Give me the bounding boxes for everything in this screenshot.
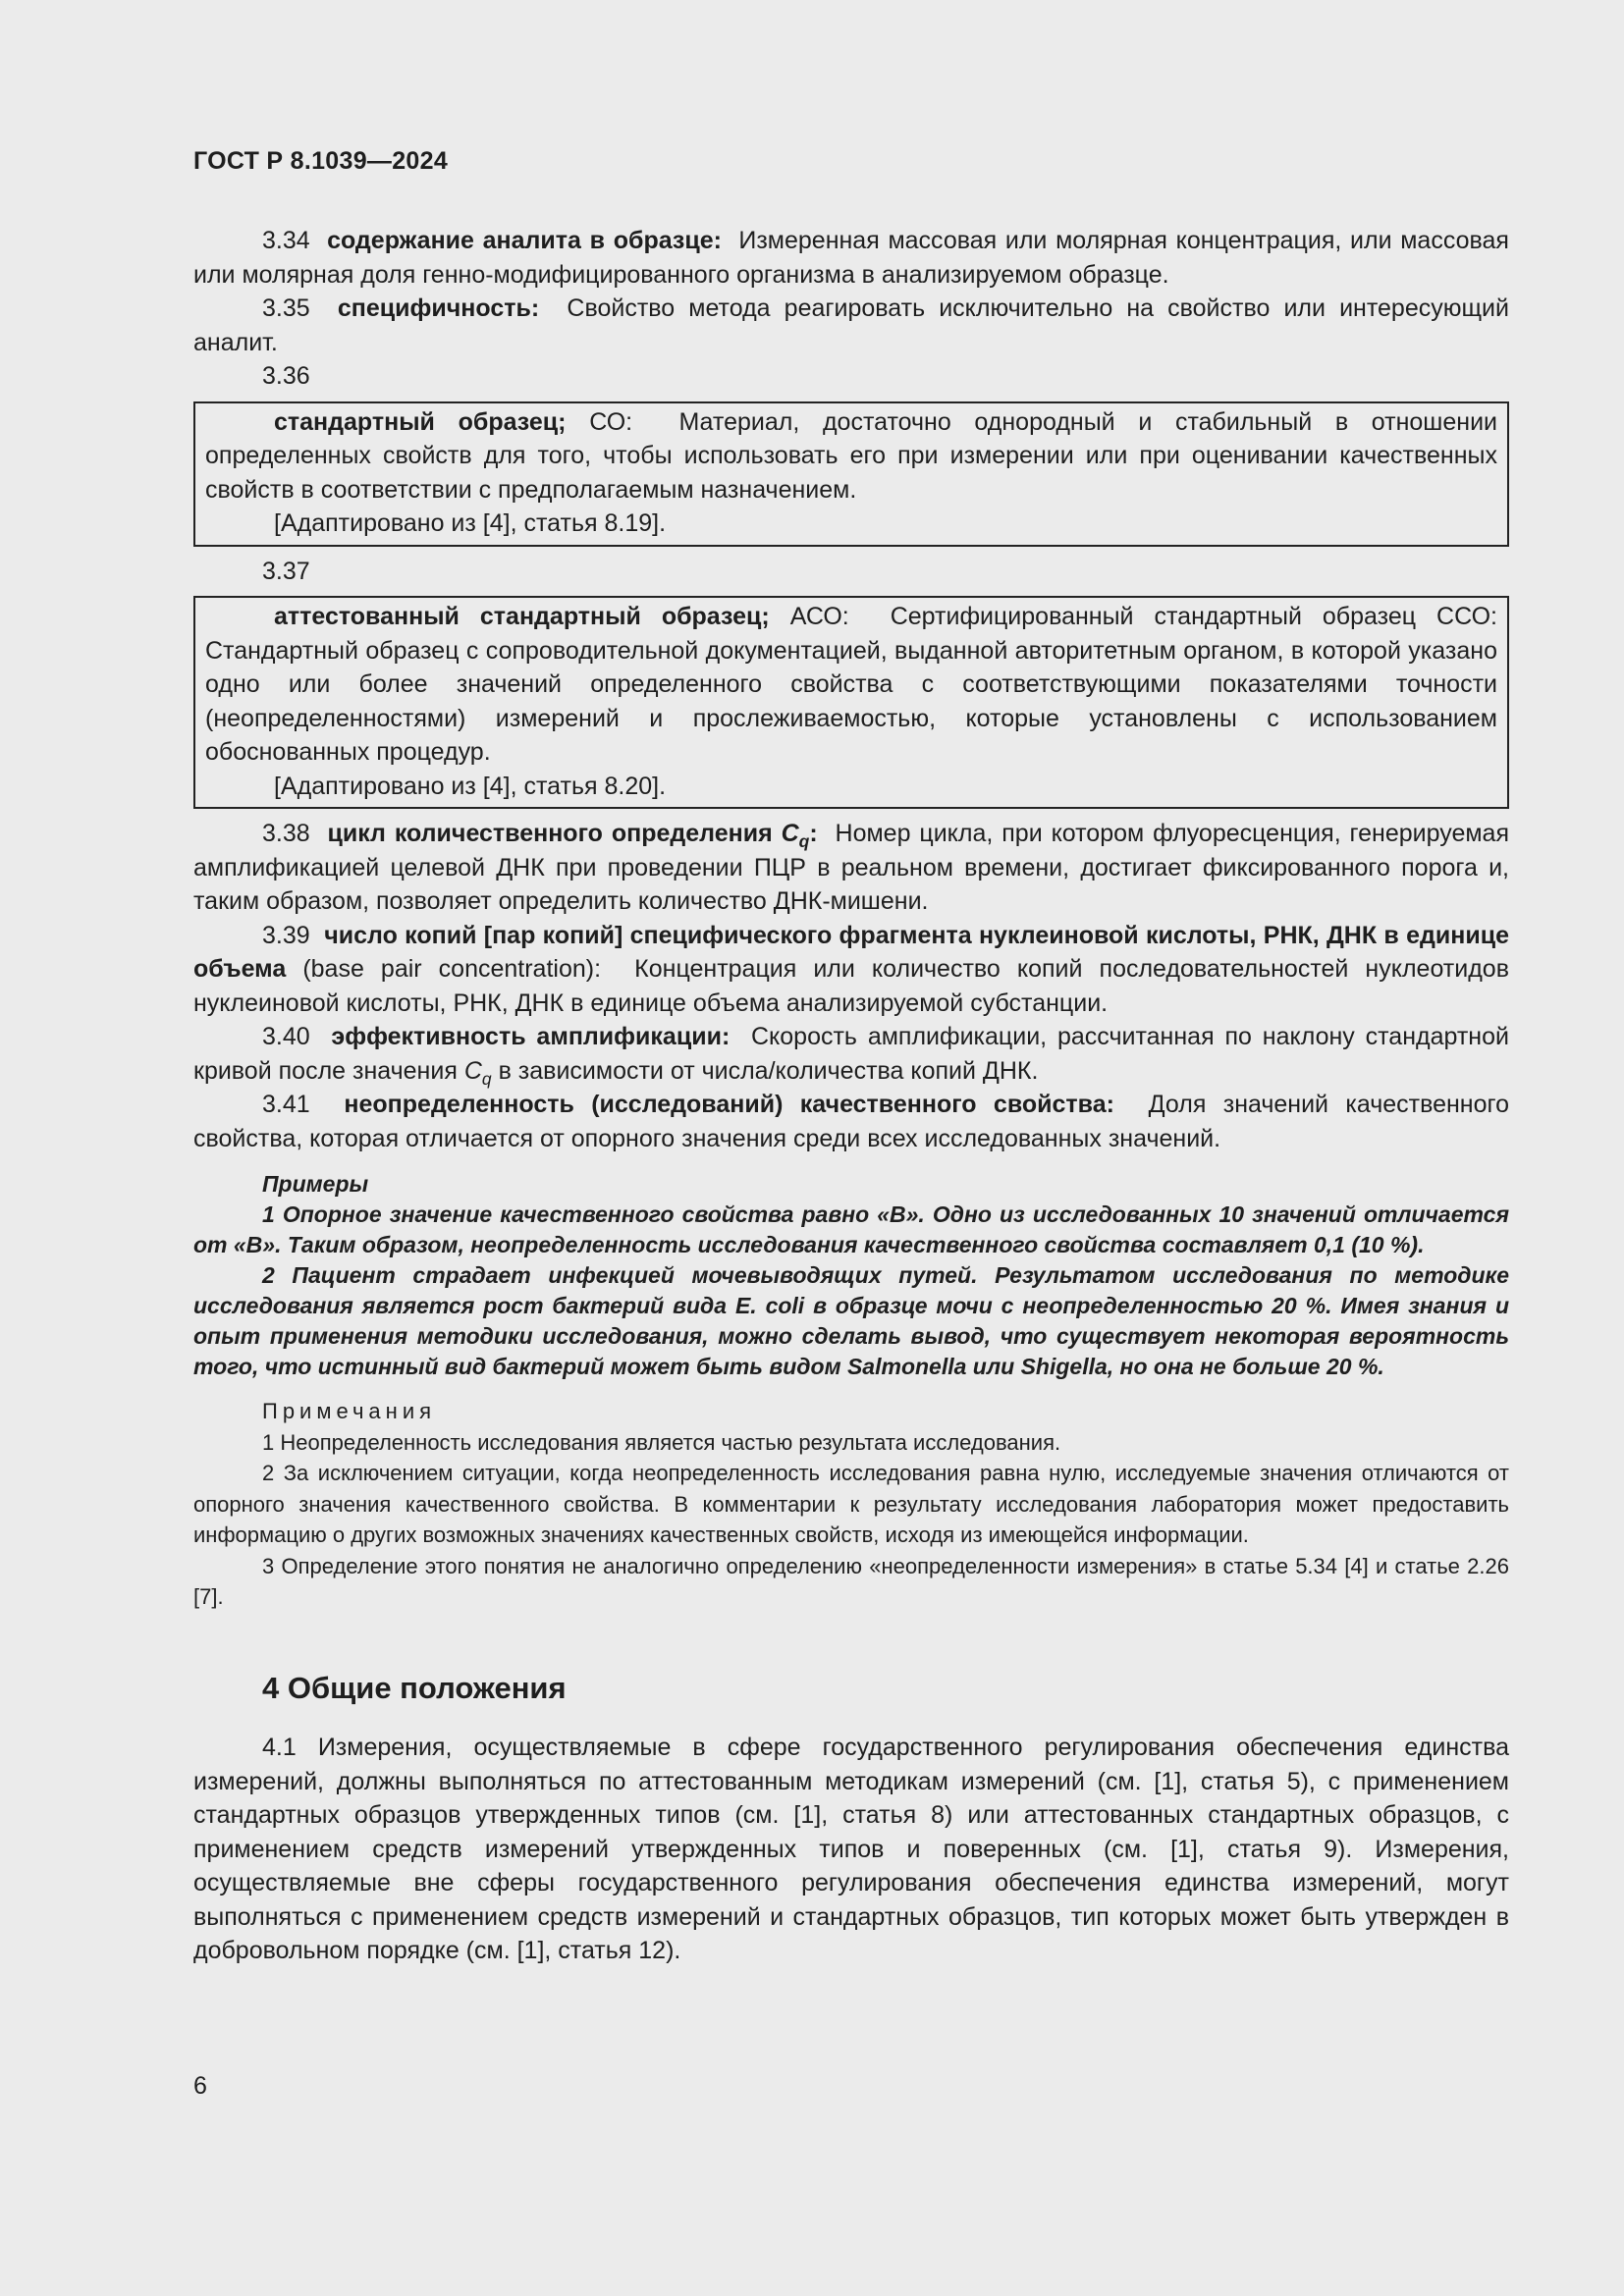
term-abbreviation: АСО:: [789, 603, 849, 630]
boxed-definition: [205, 600, 1497, 770]
examples-block: [193, 1169, 1509, 1382]
notes-title: Примечания: [262, 1399, 437, 1423]
section-title: 4 Общие положения: [262, 1670, 567, 1705]
term-3-35: [193, 292, 1509, 359]
term-definition: Свойство метода реагировать исключительно на свойство или интересующий аналит.: [193, 294, 1509, 356]
term-number: 3.40: [262, 1023, 310, 1050]
term-title: содержание аналита в образце:: [327, 227, 722, 254]
cq-symbol: C: [463, 1056, 482, 1085]
note-item: 1 Неопределенность исследования является частью результата исследования.: [262, 1429, 1061, 1455]
boxed-definition: [205, 405, 1497, 507]
term-number: 3.35: [262, 294, 310, 322]
note-item: 2 За исключением ситуации, когда неопределенность исследования равна нулю, исследуемые значения отличаются от опорного значения качественного свойства. В комментарии к результату исследования лаборатория может предоставить информацию о других возможных значениях качественных свойств, исходя из имеющейся информации.: [193, 1461, 1509, 1547]
term-box-3-37: [193, 596, 1509, 809]
term-title: число копий [пар копий] специфического фрагмента нуклеиновой кислоты, РНК, ДНК в единице объема: [193, 921, 1509, 983]
term-alt-name: (base pair concentration):: [302, 955, 602, 983]
term-title: стандартный образец;: [274, 407, 567, 436]
page-number: 6: [193, 2072, 207, 2100]
term-box-3-36: [193, 401, 1509, 547]
term-definition: Измеренная массовая или молярная концентрация, или массовая или молярная доля генно-модифицированного организма в анализируемом образце.: [193, 227, 1509, 289]
term-definition: Номер цикла, при котором флуоресценция, генерируемая амплификацией целевой ДНК при проведении ПЦР в реальном времени, достигает фиксированного порога и, таким образом, позволяет определить количество ДНК-мишени.: [193, 820, 1509, 915]
term-definition: Материал, достаточно однородный и стабильный в отношении определенных свойств для того, чтобы использовать его при измерении или при оценивании качественных свойств в соответствии с предполагаемым назначением.: [205, 407, 1498, 504]
examples-title: Примеры: [262, 1171, 369, 1197]
document-code-header: ГОСТ Р 8.1039—2024: [193, 147, 449, 175]
term-3-38: [193, 817, 1509, 919]
term-3-34: [193, 224, 1509, 292]
term-3-40: 3.40 эффективность амплификации: Скорость амплификации, рассчитанная по наклону стандартной кривой после значения $C_q$ в зависимости от числа/количества копий ДНК.: [193, 1023, 1509, 1089]
term-source: [Адаптировано из [4], статья 8.19].: [274, 509, 667, 537]
term-number: 3.38: [262, 820, 310, 847]
term-definition: Сертифицированный стандартный образец ССО: Стандартный образец с сопроводительной документацией, выданной авторитетным органом, в которой указано одно или более значений определенного свойства с соответствующими показателями точности (неопределенностями) измерений и прослеживаемостью, которые установлены с использованием обоснованных процедур.: [205, 603, 1497, 766]
term-number-3-37: 3.37: [262, 557, 310, 585]
notes-block: [193, 1396, 1509, 1613]
term-number-3-36: 3.36: [262, 362, 310, 390]
term-title: неопределенность (исследований) качественного свойства:: [344, 1091, 1114, 1118]
term-abbreviation: СО:: [589, 407, 633, 436]
term-3-41: [193, 1088, 1509, 1155]
term-definition: Доля значений качественного свойства, которая отличается от опорного значения среди всех исследованных значений.: [193, 1091, 1509, 1152]
term-title: аттестованный стандартный образец;: [274, 603, 770, 630]
term-title: цикл количественного определения $C_q$:: [327, 820, 818, 851]
example-item: 2 Пациент страдает инфекцией мочевыводящих путей. Результатом исследования по методике исследования является рост бактерий вида E. coli в образце мочи с неопределенностью 20 %. Имея знания и опыт применения методики исследования, можно сделать вывод, что существует некоторая вероятность того, что истинный вид бактерий может быть видом Salmonella или Shigella, но она не больше 20 %.: [193, 1262, 1509, 1379]
term-number: 3.41: [262, 1091, 310, 1118]
example-item: 1 Опорное значение качественного свойства равно «В». Одно из исследованных 10 значений отличается от «В». Таким образом, неопределенность исследования качественного свойства составляет 0,1 (10 %).: [193, 1201, 1509, 1257]
cq-symbol: C: [781, 820, 799, 847]
term-title: эффективность амплификации:: [331, 1023, 731, 1050]
section-paragraph: 4.1 Измерения, осуществляемые в сфере государственного регулирования обеспечения единства измерений, должны выполняться по аттестованным методикам измерений (см. [1], статья 5), с применением стандартных образцов утвержденных типов (см. [1], статья 8) или аттестованных стандартных образцов, с применением средств измерений утвержденных типов и поверенных (см. [1], статья 9). Измерения, осуществляемые вне сферы государственного регулирования обеспечения единства измерений, могут выполняться с применением средств измерений и стандартных образцов, тип которых может быть утвержден в добровольном порядке (см. [1], статья 12).: [193, 1734, 1509, 1964]
note-item: 3 Определение этого понятия не аналогично определению «неопределенности измерения» в статье 5.34 [4] и статье 2.26 [7].: [193, 1553, 1509, 1609]
term-definition: Концентрация или количество копий последовательностей нуклеотидов нуклеиновой кислоты, РНК, ДНК в единице объема анализируемой субстанции.: [193, 955, 1509, 1017]
term-number: 3.34: [262, 227, 310, 254]
term-source: [Адаптировано из [4], статья 8.20].: [274, 772, 667, 800]
term-title: специфичность:: [337, 294, 540, 322]
page-content: [193, 224, 1509, 1968]
term-number: 3.39: [262, 921, 310, 949]
term-3-39: [193, 919, 1509, 1021]
